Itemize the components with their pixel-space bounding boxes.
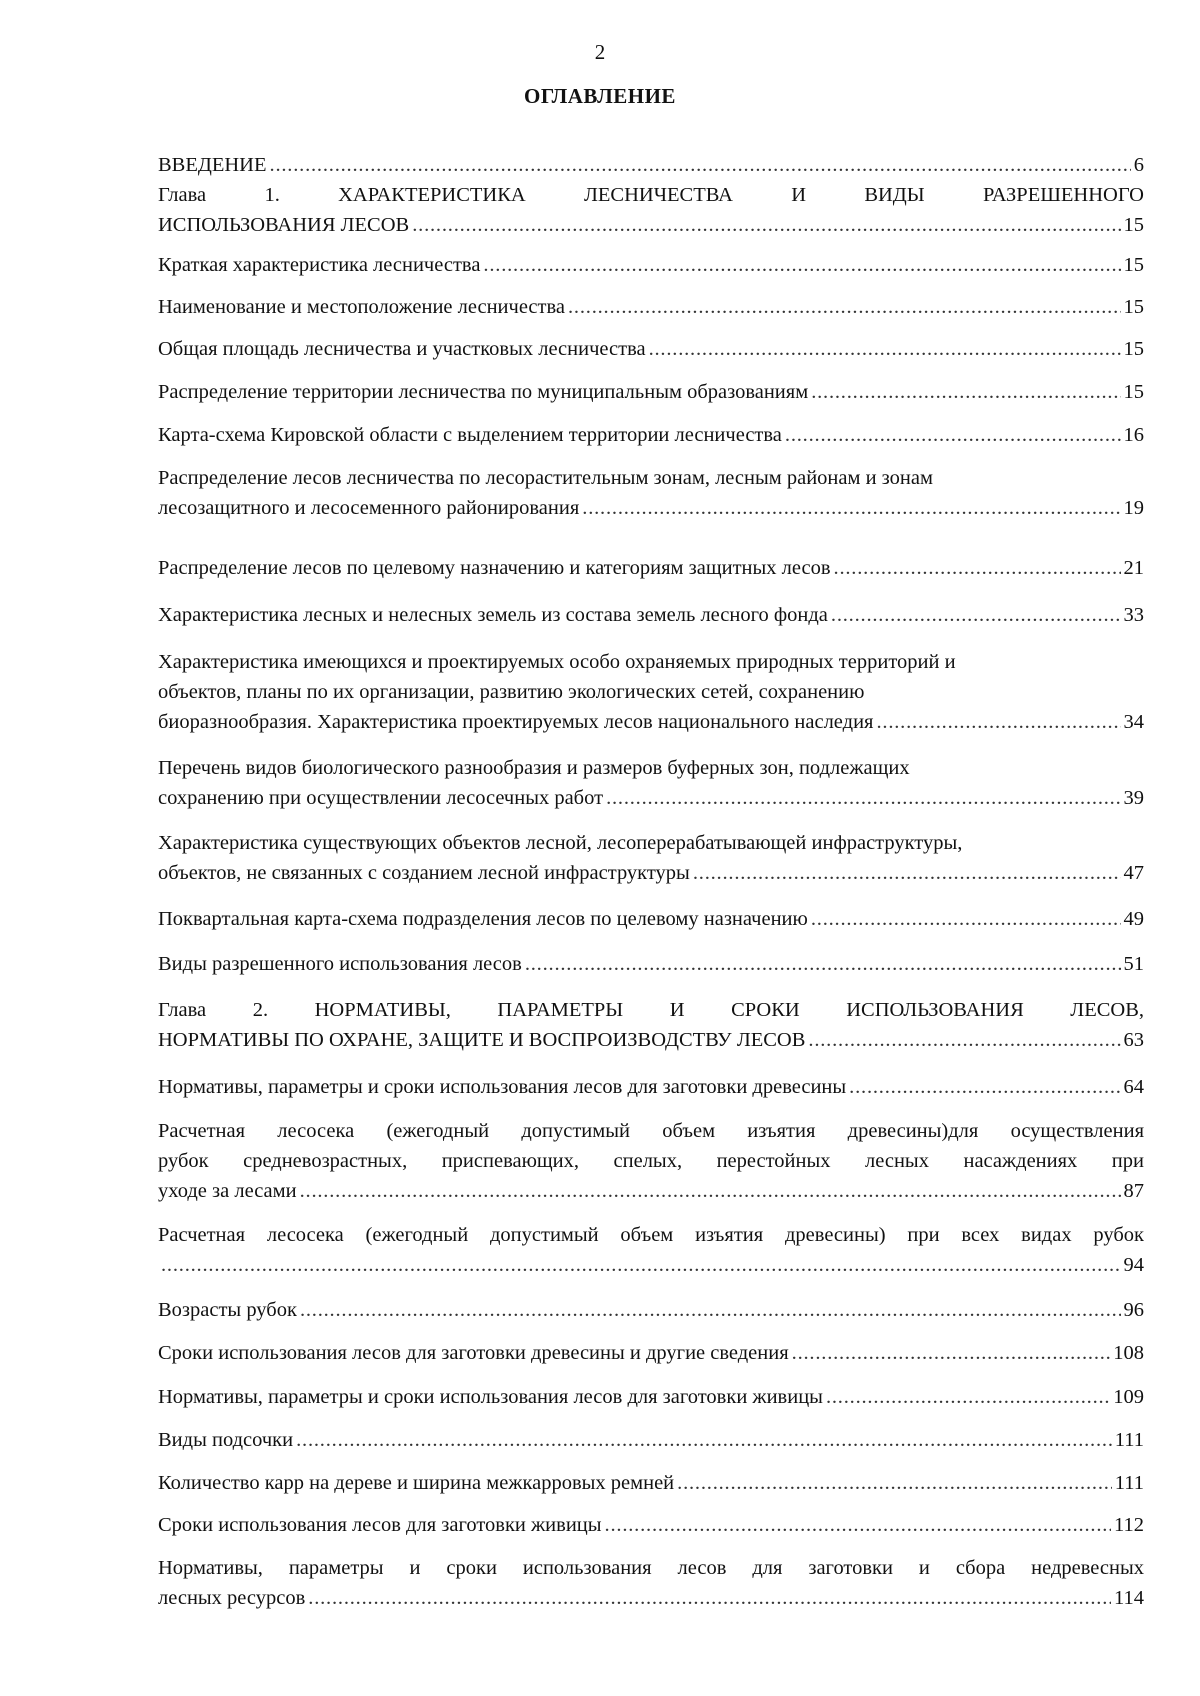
dot-leader <box>606 783 1120 813</box>
dot-leader <box>811 377 1120 407</box>
toc-entry-title: Карта-схема Кировской области с выделением территории лесничества <box>158 424 782 446</box>
dot-leader <box>808 1025 1120 1055</box>
toc-page-number: 49 <box>1123 908 1144 930</box>
toc-entry[interactable] <box>158 1382 1144 1412</box>
toc-entry-last-line <box>158 1382 1144 1412</box>
toc-entry-last-line <box>158 1338 1144 1368</box>
toc-page-number: 114 <box>1114 1587 1144 1609</box>
toc-entry-text-line: Расчетная лесосека (ежегодный допустимый объем изъятия древесины)для осуществления <box>158 1120 1144 1142</box>
toc-page-number: 108 <box>1113 1342 1144 1364</box>
toc-entry-last-line <box>158 1025 1144 1055</box>
toc-page-number: 87 <box>1123 1180 1144 1202</box>
toc-entry-title: биоразнообразия. Характеристика проектируемых лесов национального наследия <box>158 711 874 733</box>
dot-leader <box>300 1176 1121 1206</box>
toc-entry-last-line <box>158 377 1144 407</box>
toc-entry-text-line: Глава 1. ХАРАКТЕРИСТИКА ЛЕСНИЧЕСТВА И ВИДЫ РАЗРЕШЕННОГО <box>158 184 1144 206</box>
toc-entry-title: объектов, не связанных с созданием лесной инфраструктуры <box>158 862 690 884</box>
toc-entry[interactable] <box>158 828 1144 888</box>
toc-page-number: 64 <box>1123 1076 1144 1098</box>
toc-entry-title: Распределение лесов по целевому назначению и категориям защитных лесов <box>158 557 831 579</box>
toc-entry-title: Сроки использования лесов для заготовки древесины и другие сведения <box>158 1342 789 1364</box>
toc-entry-title: Сроки использования лесов для заготовки живицы <box>158 1514 602 1536</box>
toc-entry-title: сохранению при осуществлении лесосечных работ <box>158 787 604 809</box>
toc-entry-last-line <box>158 1250 1144 1280</box>
toc-page-number: 15 <box>1123 338 1144 360</box>
toc-entry[interactable] <box>158 377 1144 407</box>
toc-entry[interactable] <box>158 420 1144 450</box>
dot-leader <box>161 1250 1121 1280</box>
dot-leader <box>849 1072 1120 1102</box>
toc-title: ОГЛАВЛЕНИЕ <box>524 84 676 108</box>
toc-entry[interactable] <box>158 334 1144 364</box>
toc-page-number: 47 <box>1123 862 1144 884</box>
toc-page-number: 109 <box>1113 1386 1144 1408</box>
dot-leader <box>693 858 1121 888</box>
toc-entry-title: Виды разрешенного использования лесов <box>158 953 522 975</box>
dot-leader <box>568 292 1121 322</box>
toc-page-number: 15 <box>1123 296 1144 318</box>
toc-entry-text-line: Характеристика существующих объектов лесной, лесоперерабатывающей инфраструктуры, <box>158 832 963 854</box>
dot-leader <box>412 210 1120 240</box>
toc-entry-last-line <box>158 1510 1144 1540</box>
toc-entry-last-line <box>158 250 1144 280</box>
toc-page-number: 112 <box>1114 1514 1144 1536</box>
toc-entry-title: Виды подсочки <box>158 1429 294 1451</box>
toc-entry-last-line <box>158 493 1144 523</box>
toc-page-number: 15 <box>1123 214 1144 236</box>
toc-entry[interactable] <box>158 904 1144 934</box>
toc-entry[interactable] <box>158 180 1144 240</box>
toc-entry-last-line <box>158 150 1144 180</box>
dot-leader <box>792 1338 1111 1368</box>
toc-entry-text-line: объектов, планы по их организации, развитию экологических сетей, сохранению <box>158 681 865 703</box>
toc-entry-last-line <box>158 420 1144 450</box>
toc-page-number: 33 <box>1123 604 1144 626</box>
toc-page-number: 15 <box>1123 254 1144 276</box>
toc-entry[interactable] <box>158 553 1144 583</box>
toc-entry-title: Общая площадь лесничества и участковых лесничества <box>158 338 646 360</box>
toc-entry-text-line: Расчетная лесосека (ежегодный допустимый объем изъятия древесины) при всех видах рубок <box>158 1224 1144 1246</box>
toc-entry-last-line <box>158 1425 1144 1455</box>
toc-entry[interactable] <box>158 600 1144 630</box>
dot-leader <box>811 904 1121 934</box>
dot-leader <box>270 150 1131 180</box>
toc-entry-title: Количество карр на дереве и ширина межкарровых ремней <box>158 1472 675 1494</box>
toc-page-number: 15 <box>1123 381 1144 403</box>
toc-page-number: 34 <box>1123 711 1144 733</box>
toc-entry[interactable] <box>158 1425 1144 1455</box>
toc-entry-text-line: Глава 2. НОРМАТИВЫ, ПАРАМЕТРЫ И СРОКИ ИСПОЛЬЗОВАНИЯ ЛЕСОВ, <box>158 999 1144 1021</box>
dot-leader <box>582 493 1120 523</box>
toc-entry-last-line <box>158 1583 1144 1613</box>
toc-entry[interactable] <box>158 647 1144 737</box>
toc-entry[interactable] <box>158 949 1144 979</box>
dot-leader <box>876 707 1120 737</box>
toc-entry[interactable] <box>158 1072 1144 1102</box>
toc-entry[interactable] <box>158 250 1144 280</box>
dot-leader <box>525 949 1121 979</box>
dot-leader <box>605 1510 1111 1540</box>
toc-entry-text-line: рубок средневозрастных, приспевающих, спелых, перестойных лесных насаждениях при <box>158 1150 1144 1172</box>
toc-entry-title: уходе за лесами <box>158 1180 297 1202</box>
dot-leader <box>826 1382 1110 1412</box>
toc-entry-title: Наименование и местоположение лесничества <box>158 296 565 318</box>
dot-leader <box>785 420 1121 450</box>
toc-entry-last-line <box>158 904 1144 934</box>
toc-page-number: 94 <box>1123 1254 1144 1276</box>
toc-entry-title: ВВЕДЕНИЕ <box>158 154 267 176</box>
toc-entry-title: Характеристика лесных и нелесных земель из состава земель лесного фонда <box>158 604 828 626</box>
toc-entry[interactable] <box>158 1220 1144 1280</box>
toc-entry-text-line: Перечень видов биологического разнообразия и размеров буферных зон, подлежащих <box>158 757 910 779</box>
toc-entry-last-line <box>158 292 1144 322</box>
toc-entry-title: лесных ресурсов <box>158 1587 306 1609</box>
toc-entry-title: НОРМАТИВЫ ПО ОХРАНЕ, ЗАЩИТЕ И ВОСПРОИЗВОДСТВУ ЛЕСОВ <box>158 1029 806 1051</box>
toc-page-number: 16 <box>1123 424 1144 446</box>
toc-entry[interactable] <box>158 753 1144 813</box>
toc-page-number: 63 <box>1123 1029 1144 1051</box>
toc-entry[interactable] <box>158 1553 1144 1613</box>
toc-entry-last-line <box>158 707 1144 737</box>
toc-entry[interactable] <box>158 995 1144 1055</box>
toc-entry-last-line <box>158 1072 1144 1102</box>
toc-entry[interactable] <box>158 1510 1144 1540</box>
toc-entry-last-line <box>158 1468 1144 1498</box>
dot-leader <box>834 553 1121 583</box>
dot-leader <box>677 1468 1112 1498</box>
toc-page-number: 39 <box>1123 787 1144 809</box>
dot-leader <box>831 600 1121 630</box>
dot-leader <box>483 250 1120 280</box>
toc-entry-title: Поквартальная карта-схема подразделения лесов по целевому назначению <box>158 908 808 930</box>
toc-entry-title: лесозащитного и лесосеменного районирования <box>158 497 580 519</box>
dot-leader <box>296 1425 1112 1455</box>
dot-leader <box>308 1583 1111 1613</box>
toc-page-number: 96 <box>1123 1299 1144 1321</box>
toc-entry-text-line: Характеристика имеющихся и проектируемых особо охраняемых природных территорий и <box>158 651 956 673</box>
toc-entry-last-line <box>158 1176 1144 1206</box>
page-number: 2 <box>594 40 606 64</box>
toc-entry-title: Нормативы, параметры и сроки использования лесов для заготовки живицы <box>158 1386 823 1408</box>
toc-entry-last-line <box>158 949 1144 979</box>
toc-entry[interactable] <box>158 1116 1144 1206</box>
toc-page-number: 51 <box>1123 953 1144 975</box>
toc-entry-last-line <box>158 334 1144 364</box>
dot-leader <box>649 334 1121 364</box>
toc-entry-text-line: Нормативы, параметры и сроки использования лесов для заготовки и сбора недревесных <box>158 1557 1144 1579</box>
toc-entry-title: Возрасты рубок <box>158 1299 297 1321</box>
toc-entry-last-line <box>158 553 1144 583</box>
dot-leader <box>300 1295 1121 1325</box>
toc-entry-last-line <box>158 783 1144 813</box>
toc-entry[interactable] <box>158 292 1144 322</box>
toc-entry[interactable] <box>158 1338 1144 1368</box>
toc-entry-title: Краткая характеристика лесничества <box>158 254 481 276</box>
toc-page-number: 6 <box>1133 154 1144 176</box>
toc-entry-title: Распределение территории лесничества по муниципальным образованиям <box>158 381 809 403</box>
toc-entry-title: ИСПОЛЬЗОВАНИЯ ЛЕСОВ <box>158 214 410 236</box>
toc-entry-last-line <box>158 858 1144 888</box>
toc-entry[interactable] <box>158 150 1144 180</box>
toc-entry-title: Нормативы, параметры и сроки использования лесов для заготовки древесины <box>158 1076 847 1098</box>
toc-page-number: 19 <box>1123 497 1144 519</box>
toc-page-number: 111 <box>1114 1472 1144 1494</box>
toc-entry[interactable] <box>158 1295 1144 1325</box>
toc-entry-last-line <box>158 210 1144 240</box>
toc-page-number: 21 <box>1123 557 1144 579</box>
toc-entry-last-line <box>158 600 1144 630</box>
toc-entry-last-line <box>158 1295 1144 1325</box>
toc-entry-text-line: Распределение лесов лесничества по лесорастительным зонам, лесным районам и зонам <box>158 467 933 489</box>
toc-entry[interactable] <box>158 1468 1144 1498</box>
toc-entry[interactable] <box>158 463 1144 523</box>
toc-page-number: 111 <box>1114 1429 1144 1451</box>
